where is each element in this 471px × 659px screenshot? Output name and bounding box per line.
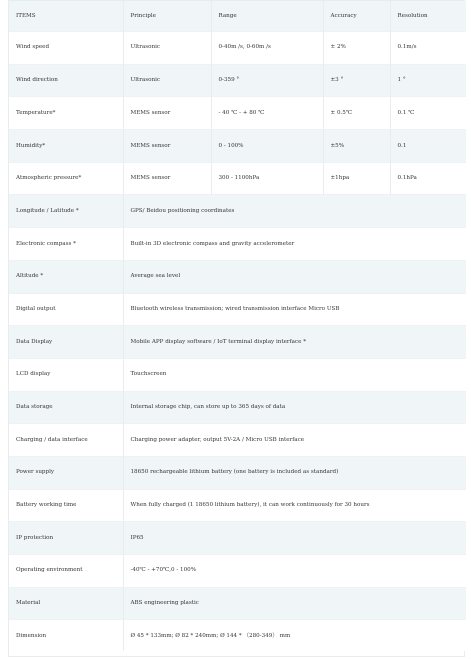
cell-range: 0 - 100% bbox=[211, 130, 323, 163]
table-row-lcd-display bbox=[9, 358, 466, 391]
cell-value: ABS engineering plastic bbox=[123, 587, 466, 620]
cell-item: Material bbox=[9, 587, 123, 620]
cell-resolution: 0.1 ℃ bbox=[390, 97, 466, 130]
table-row-electronic-compass bbox=[9, 228, 466, 261]
table-row-battery-working-time bbox=[9, 489, 466, 522]
cell-value: Charging power adapter, output 5V-2A / Micro USB interface bbox=[123, 424, 466, 457]
cell-principle: Ultrasonic bbox=[123, 64, 211, 97]
table-row-material bbox=[9, 587, 466, 620]
cell-value: Internal storage chip, can store up to 365 days of data bbox=[123, 391, 466, 424]
cell-accuracy: ±5% bbox=[323, 130, 390, 163]
cell-principle: MEMS sensor bbox=[123, 97, 211, 130]
cell-value: -40℃ - +70℃,0 - 100% bbox=[123, 555, 466, 588]
cell-range: - 40 ℃ - + 80 ℃ bbox=[211, 97, 323, 130]
table-row-wind-speed bbox=[9, 32, 466, 65]
cell-value: GPS/ Beidou positioning coordinates bbox=[123, 195, 466, 228]
spec-table bbox=[9, 1, 466, 651]
cell-resolution: 0.1 bbox=[390, 130, 466, 163]
cell-value: When fully charged (1 18650 lithium battery), it can work continuously for 30 hours bbox=[123, 489, 466, 522]
cell-value: Ø 45 * 133mm; Ø 82 * 240mm; Ø 144 * （280-349） mm bbox=[123, 620, 466, 652]
table-header-row bbox=[9, 1, 466, 32]
header-resolution: Resolution bbox=[390, 1, 466, 32]
cell-item: IP protection bbox=[9, 522, 123, 555]
cell-resolution: 0.1m/s bbox=[390, 32, 466, 65]
table-row-operating-environment bbox=[9, 555, 466, 588]
cell-item: Data Display bbox=[9, 326, 123, 359]
cell-accuracy: ±3 ° bbox=[323, 64, 390, 97]
cell-range: 0-359 ° bbox=[211, 64, 323, 97]
cell-value: Built-in 3D electronic compass and gravity accelerometer bbox=[123, 228, 466, 261]
table-row-ip-protection bbox=[9, 522, 466, 555]
table-row-power-supply bbox=[9, 456, 466, 489]
table-row-digital-output bbox=[9, 293, 466, 326]
spec-table-container bbox=[8, 0, 465, 657]
cell-item: Charging / data interface bbox=[9, 424, 123, 457]
cell-value: Bluetooth wireless transmission; wired transmission interface Micro USB bbox=[123, 293, 466, 326]
header-principle: Principle bbox=[123, 1, 211, 32]
cell-resolution: 1 ° bbox=[390, 64, 466, 97]
cell-item: Humidity* bbox=[9, 130, 123, 163]
cell-item: Electronic compass * bbox=[9, 228, 123, 261]
cell-value: IP65 bbox=[123, 522, 466, 555]
table-row-dimension bbox=[9, 620, 466, 652]
cell-item: Dimension bbox=[9, 620, 123, 652]
cell-range: 300 - 1100hPa bbox=[211, 162, 323, 195]
cell-item: Altitude * bbox=[9, 260, 123, 293]
cell-principle: Ultrasonic bbox=[123, 32, 211, 65]
cell-item: Data storage bbox=[9, 391, 123, 424]
table-row-charging-interface bbox=[9, 424, 466, 457]
table-row-data-display bbox=[9, 326, 466, 359]
cell-value: Average sea level bbox=[123, 260, 466, 293]
table-row-humidity bbox=[9, 130, 466, 163]
cell-item: Battery working time bbox=[9, 489, 123, 522]
cell-item: Digital output bbox=[9, 293, 123, 326]
cell-item: Temperature* bbox=[9, 97, 123, 130]
table-row-temperature bbox=[9, 97, 466, 130]
cell-accuracy: ± 0.5℃ bbox=[323, 97, 390, 130]
cell-item: LCD display bbox=[9, 358, 123, 391]
cell-resolution: 0.1hPa bbox=[390, 162, 466, 195]
cell-item: Wind direction bbox=[9, 64, 123, 97]
cell-accuracy: ±1hpa bbox=[323, 162, 390, 195]
header-range: Range bbox=[211, 1, 323, 32]
cell-item: Operating environment bbox=[9, 555, 123, 588]
cell-item: Longitude / Latitude * bbox=[9, 195, 123, 228]
cell-accuracy: ± 2% bbox=[323, 32, 390, 65]
cell-value: 18650 rechargeable lithium battery (one battery is included as standard) bbox=[123, 456, 466, 489]
table-row-altitude bbox=[9, 260, 466, 293]
cell-item: Atmospheric pressure* bbox=[9, 162, 123, 195]
header-accuracy: Accuracy bbox=[323, 1, 390, 32]
table-row-data-storage bbox=[9, 391, 466, 424]
table-row-wind-direction bbox=[9, 64, 466, 97]
cell-principle: MEMS sensor bbox=[123, 130, 211, 163]
cell-value: Mobile APP display software / IoT terminal display interface * bbox=[123, 326, 466, 359]
cell-principle: MEMS sensor bbox=[123, 162, 211, 195]
cell-range: 0-40m /s, 0-60m /s bbox=[211, 32, 323, 65]
cell-item: Power supply bbox=[9, 456, 123, 489]
cell-item: Wind speed bbox=[9, 32, 123, 65]
table-row-atmospheric-pressure bbox=[9, 162, 466, 195]
header-items: ITEMS bbox=[9, 1, 123, 32]
cell-value: Touchscreen bbox=[123, 358, 466, 391]
table-row-longitude-latitude bbox=[9, 195, 466, 228]
